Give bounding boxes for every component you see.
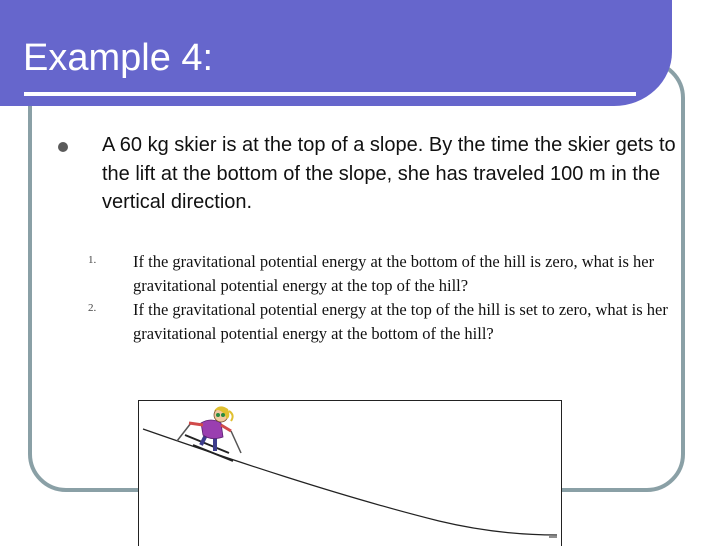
question-item: [88, 250, 678, 298]
question-text: If the gravitational potential energy at the bottom of the hill is zero, what is her gravitational potential energy at the top of the hill?: [133, 252, 655, 295]
question-text: If the gravitational potential energy at the top of the hill is set to zero, what is her gravitational potential energy at the bottom of the hill?: [133, 300, 668, 343]
title-underline: [24, 92, 636, 96]
skier-slope-illustration: [139, 401, 561, 546]
slide-title: Example 4:: [23, 37, 214, 79]
question-number: 2.: [88, 302, 97, 314]
bullet-icon: [58, 142, 68, 152]
question-item: [88, 298, 678, 346]
question-number: 1.: [88, 254, 97, 266]
question-list: [88, 250, 678, 346]
slope-line: [143, 429, 557, 535]
skier-figure: [138, 400, 562, 546]
main-point-text: A 60 kg skier is at the top of a slope. By the time the skier gets to the lift at the bottom of the slope, she has traveled 100 m in the vertical direction.: [102, 134, 676, 214]
skier-icon: [177, 406, 241, 461]
